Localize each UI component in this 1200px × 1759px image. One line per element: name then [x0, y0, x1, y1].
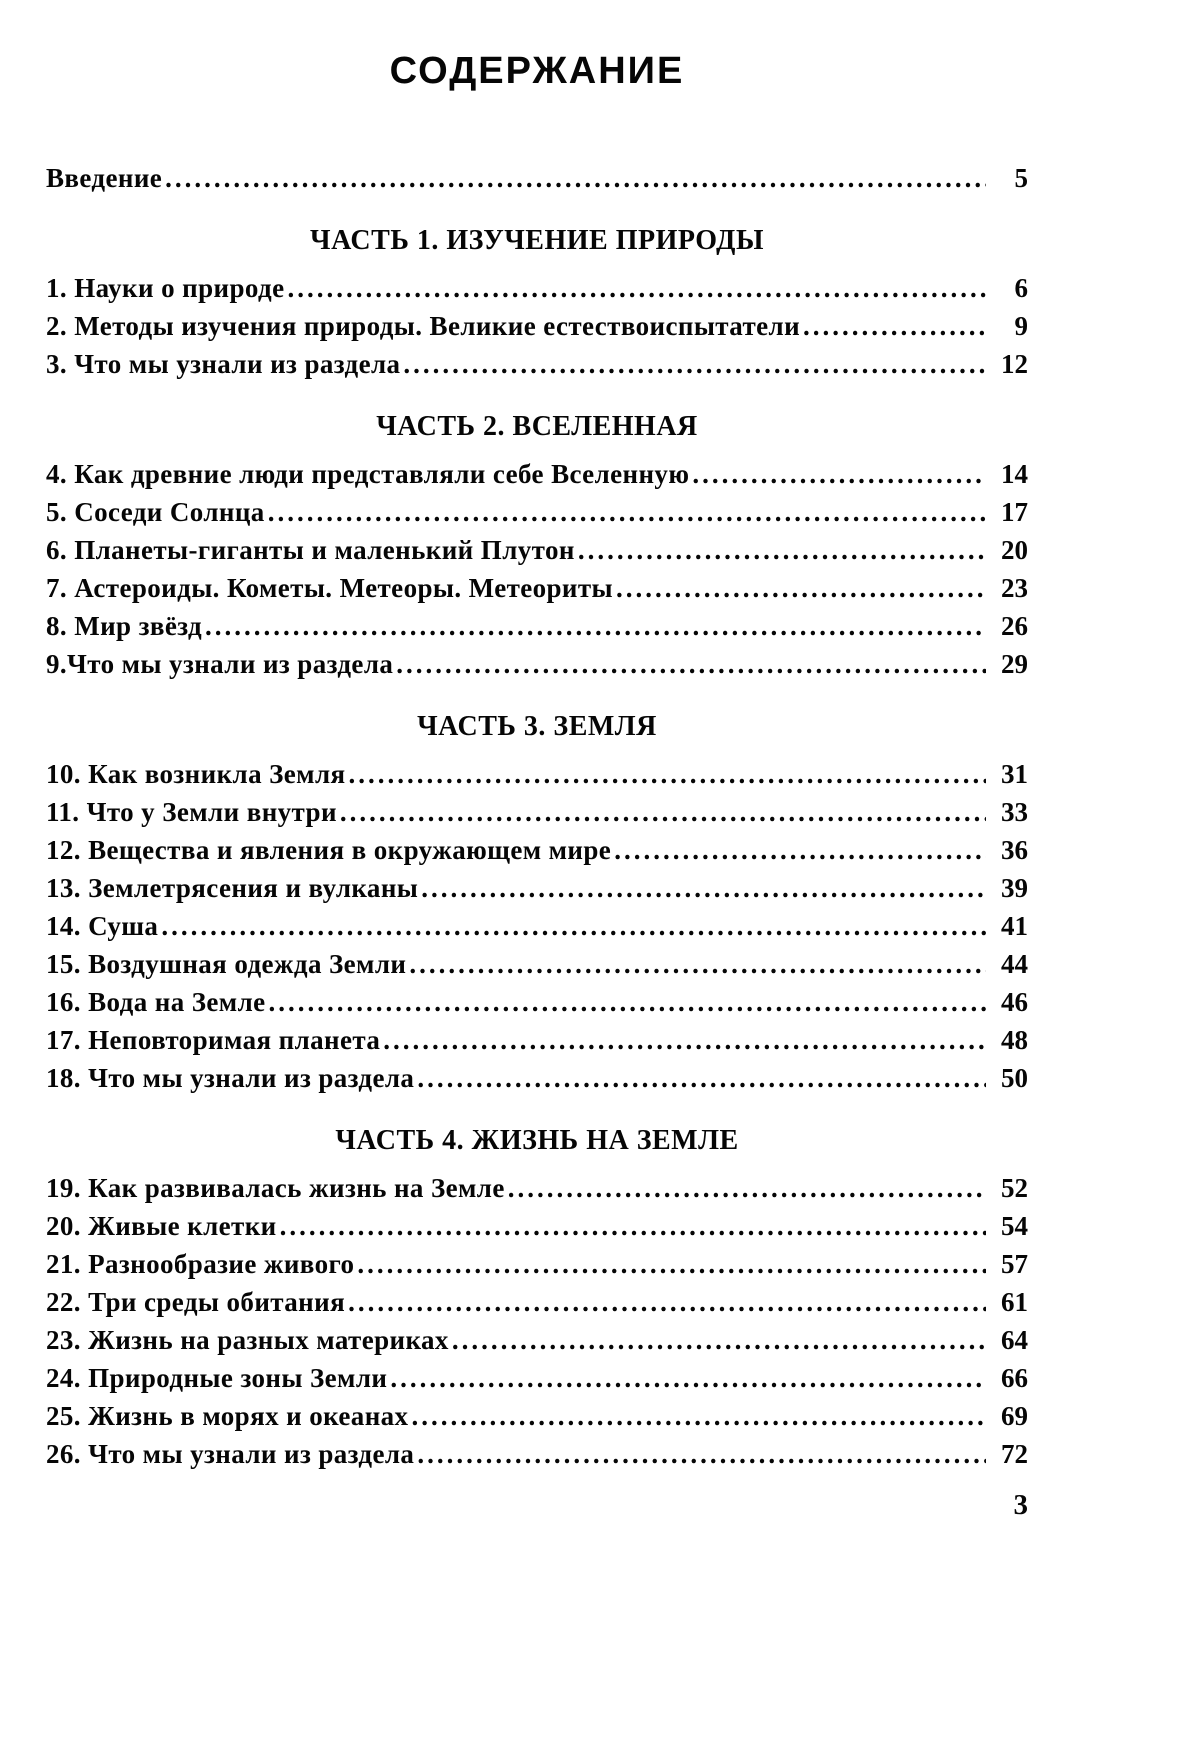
toc-entry-label: 8. Мир звёзд [46, 611, 203, 641]
toc-entry-page: 52 [1001, 1173, 1028, 1203]
toc-entry [46, 307, 1028, 345]
dot-leader [269, 983, 986, 1021]
dot-leader [508, 1169, 986, 1207]
toc-entry-label: 10. Как возникла Земля [46, 759, 346, 789]
toc-entry-page: 61 [1001, 1287, 1028, 1317]
dot-leader [417, 1435, 986, 1473]
toc-entry-label: 19. Как развивалась жизнь на Земле [46, 1173, 505, 1203]
dot-leader [411, 1397, 986, 1435]
section-heading: ЧАСТЬ 4. ЖИЗНЬ НА ЗЕМЛЕ [335, 1125, 739, 1156]
toc-entry-label: 16. Вода на Земле [46, 987, 266, 1017]
toc-entry-label: 23. Жизнь на разных материках [46, 1325, 449, 1355]
toc-entry-label: 26. Что мы узнали из раздела [46, 1439, 415, 1469]
dot-leader [417, 1059, 986, 1097]
toc-entry-page: 39 [1001, 873, 1028, 903]
dot-leader [403, 345, 986, 383]
toc-entry-label: 15. Воздушная одежда Земли [46, 949, 407, 979]
toc-entry-label: 22. Три среды обитания [46, 1287, 346, 1317]
toc-entry-page: 57 [1001, 1249, 1028, 1279]
dot-leader [578, 531, 986, 569]
toc-entry-label: 25. Жизнь в морях и океанах [46, 1401, 409, 1431]
dot-leader [390, 1359, 986, 1397]
toc-entry-label: 5. Соседи Солнца [46, 497, 265, 527]
toc-entry-label: 21. Разнообразие живого [46, 1249, 355, 1279]
toc-entry-page: 54 [1001, 1211, 1028, 1241]
toc-entry [46, 983, 1028, 1021]
section-heading: ЧАСТЬ 1. ИЗУЧЕНИЕ ПРИРОДЫ [310, 225, 764, 256]
toc-entry-page: 33 [1001, 797, 1028, 827]
toc-entry-page: 44 [1001, 949, 1028, 979]
dot-leader [692, 455, 986, 493]
dot-leader [165, 159, 986, 197]
dot-leader [280, 1207, 986, 1245]
toc-entry [46, 1283, 1028, 1321]
toc-entry-label: 4. Как древние люди представляли себе Вселенную [46, 459, 690, 489]
toc-entry [46, 607, 1028, 645]
toc-entry-label: 17. Неповторимая планета [46, 1025, 381, 1055]
toc-entry-page: 12 [1001, 349, 1028, 379]
dot-leader [348, 1283, 986, 1321]
toc-entry-label: Введение [46, 163, 163, 193]
toc-entry-label: 1. Науки о природе [46, 273, 285, 303]
toc-entry-label: 9.Что мы узнали из раздела [46, 649, 394, 679]
dot-leader [268, 493, 986, 531]
dot-leader [616, 569, 986, 607]
toc-entry-label: 20. Живые клетки [46, 1211, 277, 1241]
dot-leader [383, 1021, 986, 1059]
toc-entry [46, 1059, 1028, 1097]
toc-entry-page: 64 [1001, 1325, 1028, 1355]
toc-entry-page: 41 [1001, 911, 1028, 941]
toc-entry [46, 159, 1028, 197]
dot-leader [452, 1321, 986, 1359]
toc-entry-page: 69 [1001, 1401, 1028, 1431]
toc-entry [46, 1435, 1028, 1473]
toc-entry-label: 24. Природные зоны Земли [46, 1363, 388, 1393]
toc-entry [46, 869, 1028, 907]
dot-leader [409, 945, 986, 983]
toc-entry-page: 23 [1001, 573, 1028, 603]
toc-entry [46, 645, 1028, 683]
toc-entry-label: 7. Астероиды. Кометы. Метеоры. Метеориты [46, 573, 614, 603]
toc-entry-label: 2. Методы изучения природы. Великие естествоиспытатели [46, 311, 801, 341]
dot-leader [357, 1245, 986, 1283]
toc-entry-page: 50 [1001, 1063, 1028, 1093]
toc-entry [46, 1021, 1028, 1059]
toc-entry [46, 1321, 1028, 1359]
toc-entry-label: 13. Землетрясения и вулканы [46, 873, 419, 903]
dot-leader [614, 831, 986, 869]
toc-entry [46, 455, 1028, 493]
dot-leader [421, 869, 986, 907]
toc-entry [46, 531, 1028, 569]
section-heading: ЧАСТЬ 3. ЗЕМЛЯ [417, 711, 657, 742]
toc-entry-page: 14 [1001, 459, 1028, 489]
toc-entry-page: 46 [1001, 987, 1028, 1017]
toc-entry [46, 1207, 1028, 1245]
toc-entry-page: 31 [1001, 759, 1028, 789]
toc-entry-label: 3. Что мы узнали из раздела [46, 349, 401, 379]
toc-entry [46, 345, 1028, 383]
toc-entry [46, 1359, 1028, 1397]
toc-entry-page: 26 [1001, 611, 1028, 641]
toc-entry [46, 569, 1028, 607]
dot-leader [340, 793, 986, 831]
section-heading: ЧАСТЬ 2. ВСЕЛЕННАЯ [376, 411, 698, 442]
toc-entry-label: 12. Вещества и явления в окружающем мире [46, 835, 612, 865]
toc-entry [46, 907, 1028, 945]
toc-entry [46, 1397, 1028, 1435]
page-number: 3 [1013, 1489, 1028, 1521]
dot-leader [803, 307, 986, 345]
toc-entry-page: 36 [1001, 835, 1028, 865]
toc-entry-label: 18. Что мы узнали из раздела [46, 1063, 415, 1093]
toc-entry-page: 5 [1014, 163, 1028, 193]
toc-entry [46, 493, 1028, 531]
toc-entry-label: 11. Что у Земли внутри [46, 797, 337, 827]
toc-entry-page: 72 [1001, 1439, 1028, 1469]
toc-entry-label: 6. Планеты-гиганты и маленький Плутон [46, 535, 575, 565]
toc-entry-page: 6 [1014, 273, 1028, 303]
toc-entry-page: 66 [1001, 1363, 1028, 1393]
dot-leader [287, 269, 986, 307]
toc-entry-label: 14. Суша [46, 911, 159, 941]
toc-entry-page: 20 [1001, 535, 1028, 565]
toc-entry-page: 9 [1014, 311, 1028, 341]
toc-entry-page: 17 [1001, 497, 1028, 527]
toc-entry-page: 48 [1001, 1025, 1028, 1055]
toc-entry [46, 269, 1028, 307]
toc-entry-page: 29 [1001, 649, 1028, 679]
dot-leader [205, 607, 986, 645]
toc-entry [46, 1169, 1028, 1207]
toc-entry [46, 831, 1028, 869]
dot-leader [349, 755, 986, 793]
dot-leader [396, 645, 986, 683]
toc-entry [46, 1245, 1028, 1283]
toc-entry [46, 755, 1028, 793]
toc-entry [46, 945, 1028, 983]
dot-leader [161, 907, 986, 945]
page-title: СОДЕРЖАНИЕ [389, 50, 685, 92]
toc-entry [46, 793, 1028, 831]
